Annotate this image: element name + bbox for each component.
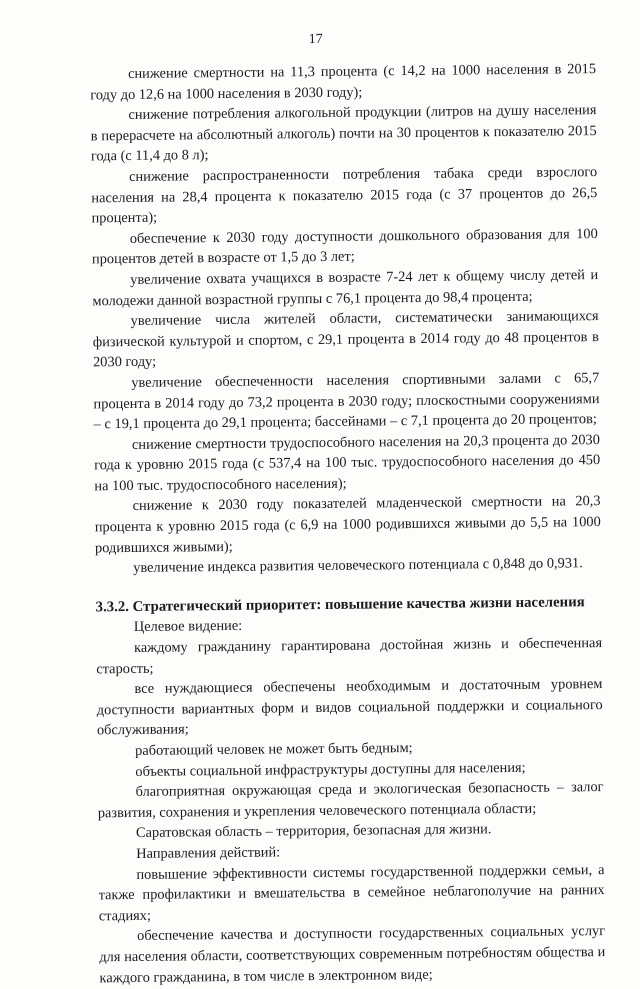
vision-item: объекты социальной инфраструктуры доступны для населения; <box>135 759 526 780</box>
vision-item: каждому гражданину гарантирована достойная жизнь и обеспеченная старость; <box>96 635 603 677</box>
vision-item: Саратовская область – территория, безопасная для жизни. <box>135 821 492 842</box>
vision-item: благоприятная окружающая среда и экологическая безопасность – залог развития, сохранения и укрепления человеческого потенциала области; <box>97 779 604 822</box>
action-item: обеспечение качества и доступности государственных социальных услуг для населения области, соответствующих современным потребностям общества и каждого гражданина, в том числе в электронном виде; <box>99 923 606 986</box>
list-item: снижение смертности на 11,3 процента (с 14,2 на 1000 населения в 2015 году до 12,6 на 1000 населения в 2030 году); <box>90 61 597 103</box>
vision-item: все нуждающиеся обеспечены необходимым и достаточным уровнем доступности вариантных форм и видов социальной поддержки и социального обслуживания; <box>96 676 603 739</box>
actions-label: Направления действий: <box>136 844 281 862</box>
vision-item: работающий человек не может быть бедным; <box>135 740 413 759</box>
vision-label: Целевое видение: <box>133 618 243 636</box>
action-item: повышение эффективности системы государственной поддержки семьи, а также профилактики и вмешательства в семейное неблагополучие на ранних стадиях; <box>98 861 605 925</box>
list-item: снижение потребления алкогольной продукции (литров на душу населения в перерасчете на абсолютный алкоголь) почти на 30 процентов к показателю 2015 года (с 11,4 до 8 л); <box>90 102 597 165</box>
list-item: увеличение индекса развития человеческого потенциала с 0,848 до 0,931. <box>133 555 583 577</box>
list-item: снижение смертности трудоспособного населения на 20,3 процента до 2030 года к уровню 2015 года (с 537,4 на 100 тыс. трудоспособного населения до 450 на 100 тыс. трудоспособного населения); <box>94 431 601 495</box>
list-item: снижение к 2030 году показателей младенческой смертности на 20,3 процента к уровню 2015 года (с 6,9 на 1000 родившихся живыми до 5,5 на 1000 родившихся живыми); <box>94 493 601 557</box>
list-item: снижение распространенности потребления табака среди взрослого населения на 28,4 процента к показателю 2015 года (с 37 процентов до 26,5 процента); <box>91 164 598 227</box>
list-item: увеличение числа жителей области, систематически занимающихся физической культурой и спортом, с 29,1 процента в 2014 году до 48 процентов в 2030 году; <box>92 308 599 371</box>
section-heading: 3.3.2. Стратегический приоритет: повышение качества жизни населения <box>95 594 585 616</box>
page-body <box>90 59 606 988</box>
list-item: увеличение охвата учащихся в возрасте 7-24 лет к общему числу детей и молодежи данной возрастной группы с 76,1 процента до 98,4 процента; <box>92 267 599 309</box>
list-item: обеспечение к 2030 году доступности дошкольного образования для 100 процентов детей в возрасте от 1,5 до 3 лет; <box>91 225 598 268</box>
page-number: 17 <box>308 31 323 48</box>
list-item: увеличение обеспеченности населения спортивными залами с 65,7 процента в 2014 году до 73,2 процента в 2030 году; плоскостными сооружениями – с 19,1 процента до 29,1 процента; бассейнами – с 7,1 процента до 20 процентов; <box>93 369 600 433</box>
